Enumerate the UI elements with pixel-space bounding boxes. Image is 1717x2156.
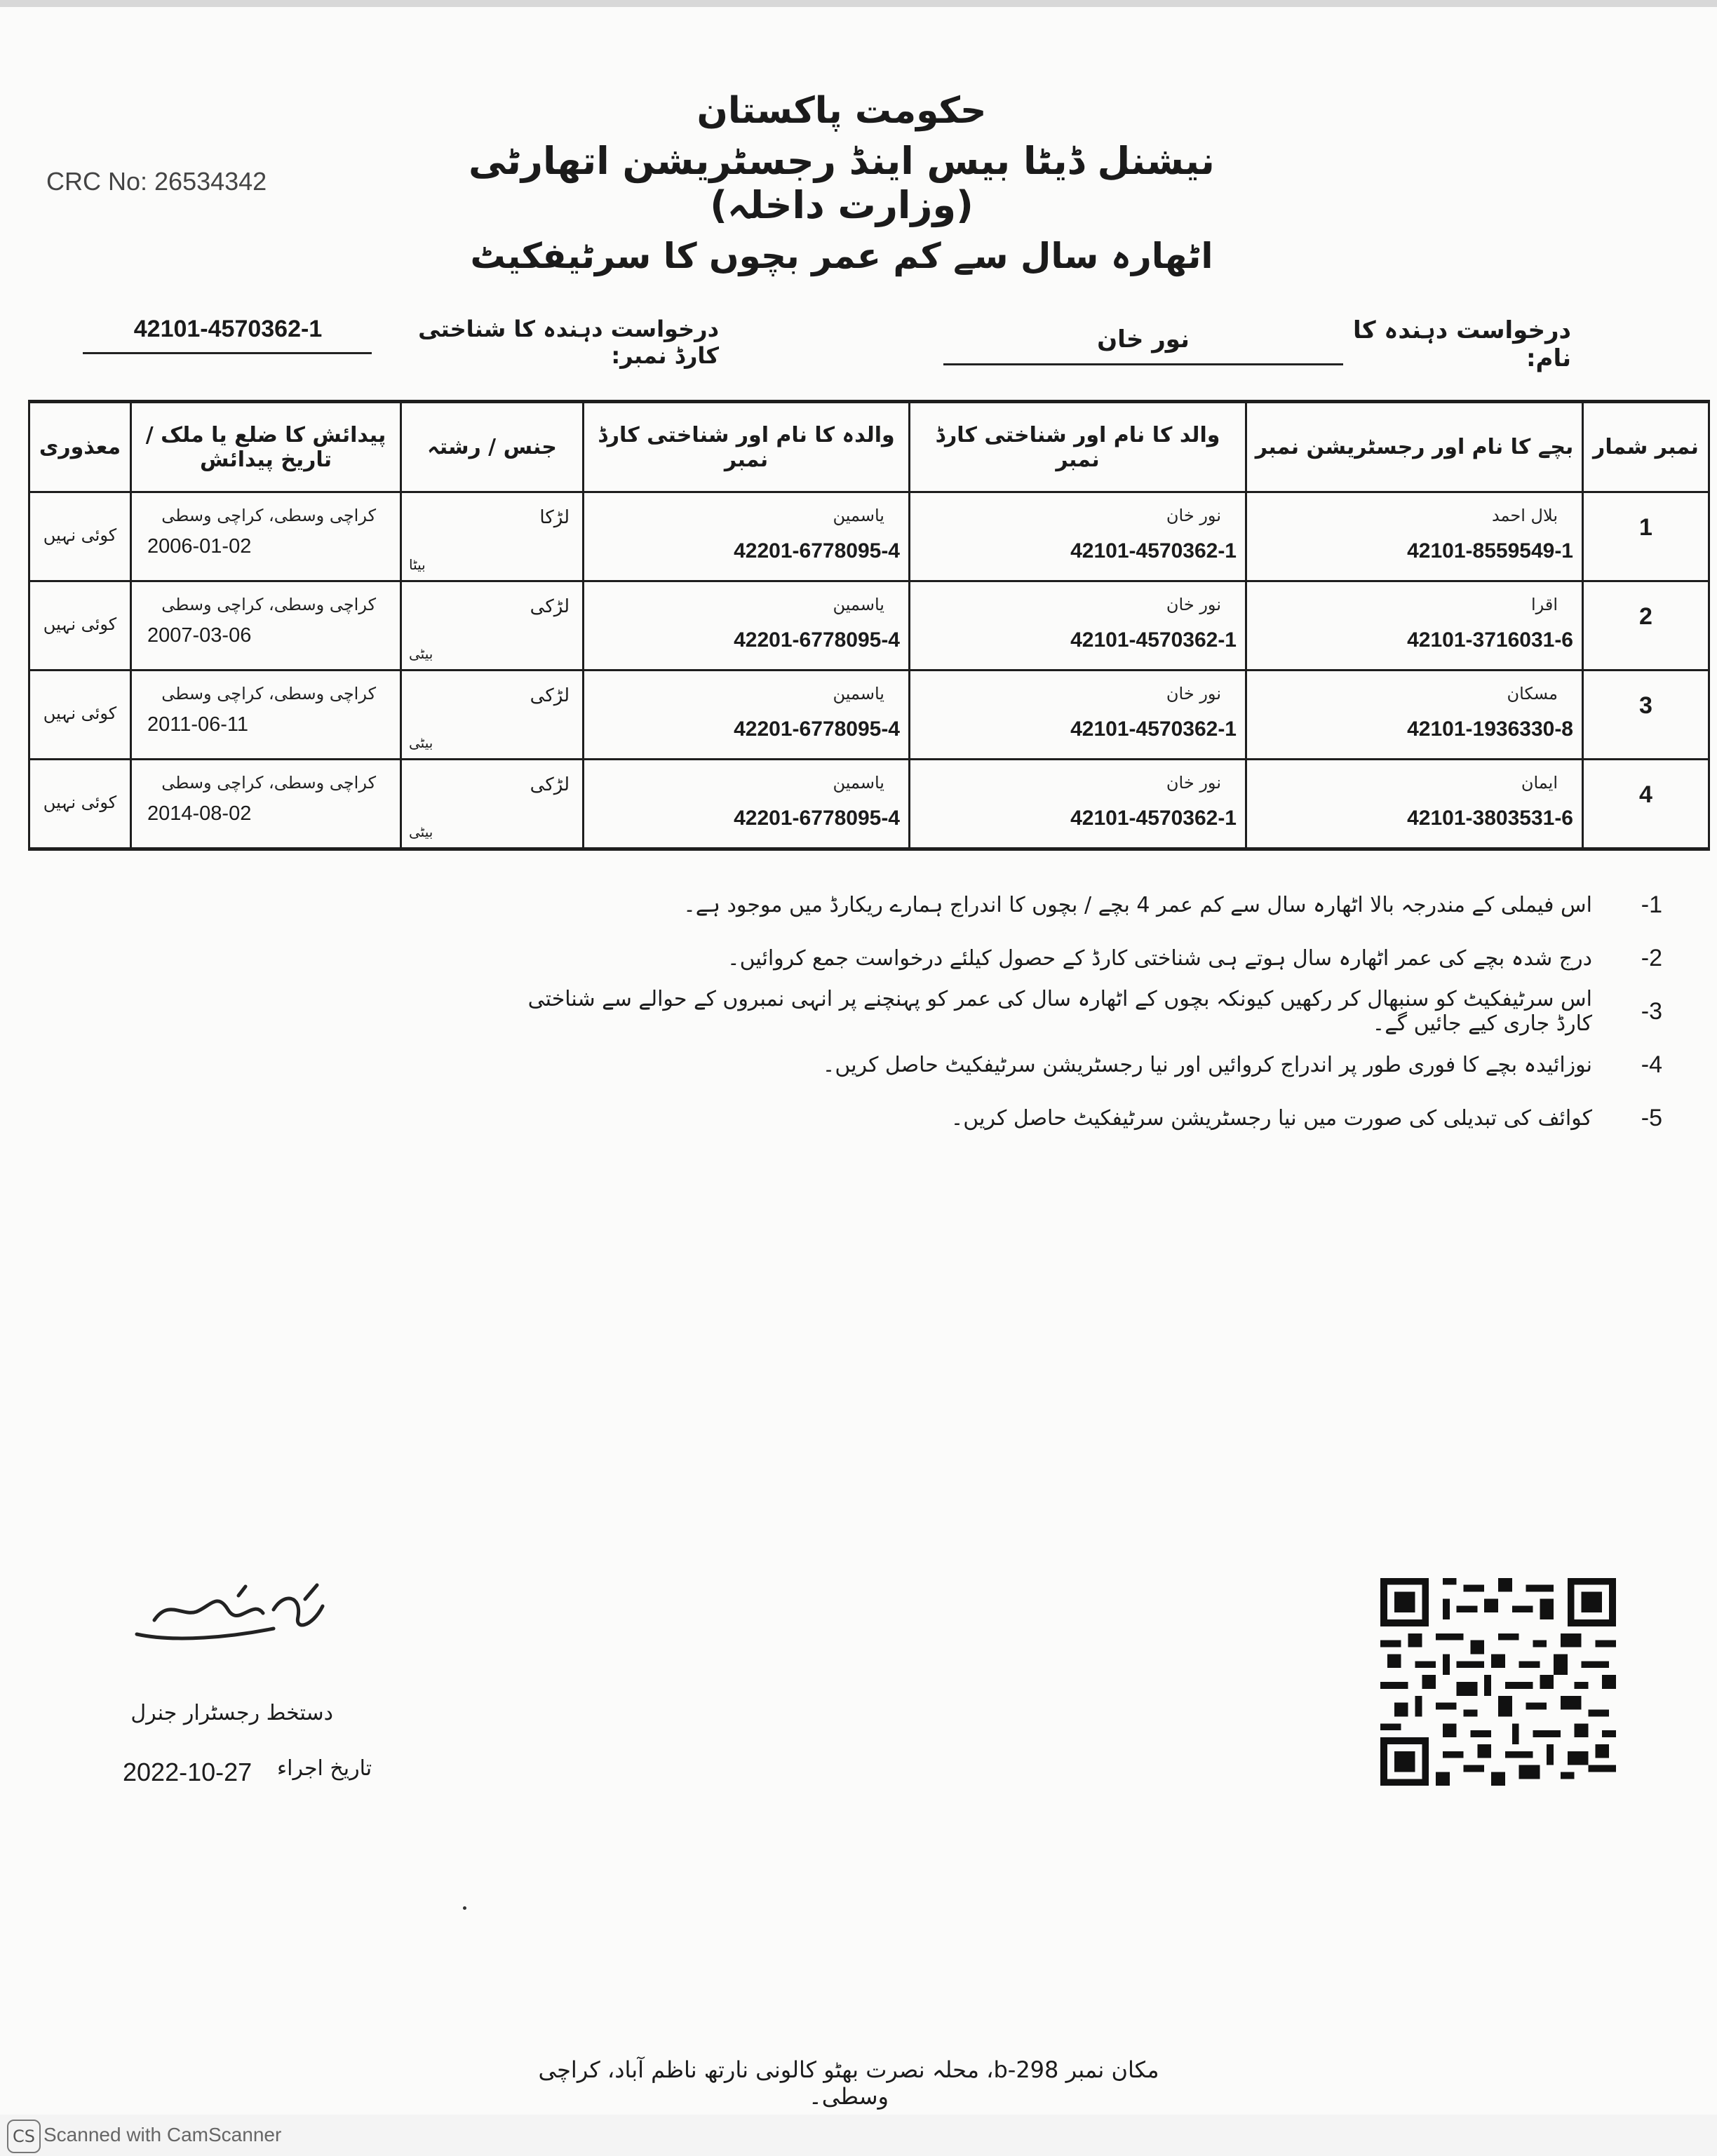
- header-child: بچے کا نام اور رجسٹریشن نمبر: [1246, 402, 1583, 492]
- mother-cnic: 42201-6778095-4: [734, 807, 900, 830]
- mother-name: یاسمین: [833, 684, 884, 703]
- name-underline: [943, 363, 1343, 365]
- title-nadra: نیشنل ڈیٹا بیس اینڈ رجسٹریشن اتھارٹی (وزارت داخلہ): [469, 139, 1215, 227]
- child-name: بلال احمد: [1491, 506, 1558, 525]
- gender-cell: لڑکی: [530, 774, 570, 795]
- date-of-birth: 2007-03-06: [147, 624, 252, 647]
- date-of-birth: 2006-01-02: [147, 535, 252, 558]
- instructions-list: [491, 878, 1662, 1145]
- serial-number: 4: [1639, 781, 1652, 808]
- mother-cnic: 42201-6778095-4: [734, 628, 900, 652]
- title-certificate: اٹھارہ سال سے کم عمر بچوں کا سرٹیفکیٹ: [470, 236, 1213, 276]
- qr-code-icon: [1380, 1577, 1616, 1787]
- disability-cell: کوئی نہیں: [43, 793, 117, 812]
- relation-cell: بیٹا: [409, 556, 426, 573]
- birth-place: کراچی وسطی، کراچی وسطی: [161, 684, 376, 703]
- child-registration: 42101-3803531-6: [1407, 807, 1573, 830]
- table-row: [29, 671, 1709, 760]
- date-of-birth: 2014-08-02: [147, 802, 252, 825]
- relation-cell: بیٹی: [409, 734, 433, 751]
- camscanner-watermark: Scanned with CamScanner: [43, 2124, 282, 2145]
- applicant-name-value: نور خان: [1097, 325, 1190, 353]
- note-number: -1: [1641, 891, 1662, 918]
- children-table: [28, 400, 1710, 851]
- note-number: -5: [1641, 1104, 1662, 1131]
- scan-speck: [463, 1906, 466, 1910]
- serial-number: 3: [1639, 692, 1652, 719]
- father-cnic: 42101-4570362-1: [1070, 807, 1237, 830]
- issue-date: 2022-10-27: [123, 1758, 252, 1786]
- father-cnic: 42101-4570362-1: [1070, 628, 1237, 652]
- table-header-row: [29, 402, 1709, 492]
- serial-number: 2: [1639, 603, 1652, 630]
- mother-name: یاسمین: [833, 773, 884, 793]
- address-footer: مکان نمبر 298-b، محلہ نصرت بھٹو کالونی نارتھ ناظم آباد، کراچی وسطی۔: [538, 2056, 1159, 2110]
- relation-cell: بیٹی: [409, 645, 433, 662]
- note-text: اس فیملی کے مندرجہ بالا اٹھارہ سال سے کم عمر 4 بچے / بچوں کا اندراج ہمارے ریکارڈ میں موجود ہے۔: [683, 892, 1592, 917]
- list-item: [491, 878, 1662, 931]
- gender-cell: لڑکا: [539, 507, 570, 528]
- list-item: [491, 1038, 1662, 1091]
- child-name: مسکان: [1507, 684, 1558, 703]
- child-registration: 42101-1936330-8: [1407, 717, 1573, 741]
- crc-number: CRC No: 26534342: [46, 167, 267, 196]
- father-name: نور خان: [1166, 595, 1221, 614]
- signature-label: دستخط رجسٹرار جنرل: [130, 1701, 333, 1725]
- date-of-birth: 2011-06-11: [147, 713, 249, 736]
- camscanner-logo: CS: [7, 2120, 41, 2153]
- header-sno: نمبر شمار: [1583, 402, 1709, 492]
- mother-name: یاسمین: [833, 506, 884, 525]
- mother-cnic: 42201-6778095-4: [734, 539, 900, 562]
- relation-cell: بیٹی: [409, 823, 433, 840]
- gender-cell: لڑکی: [530, 685, 570, 706]
- child-registration: 42101-3716031-6: [1407, 628, 1573, 652]
- header-birth: پیدائش کا ضلع یا ملک / تاریخ پیدائش: [131, 402, 401, 492]
- cnic-underline: [83, 352, 372, 354]
- father-cnic: 42101-4570362-1: [1070, 539, 1237, 562]
- title-government: حکومت پاکستان: [696, 90, 987, 132]
- mother-name: یاسمین: [833, 595, 884, 614]
- serial-number: 1: [1639, 514, 1652, 541]
- child-name: اقرا: [1530, 595, 1558, 614]
- header-father: والد کا نام اور شناختی کارڈ نمبر: [910, 402, 1246, 492]
- child-name: ایمان: [1521, 773, 1558, 793]
- document-title: [421, 90, 1262, 276]
- table-row: [29, 492, 1709, 581]
- father-name: نور خان: [1166, 506, 1221, 525]
- child-registration: 42101-8559549-1: [1407, 539, 1573, 562]
- birth-place: کراچی وسطی، کراچی وسطی: [161, 595, 376, 614]
- list-item: [491, 931, 1662, 985]
- note-text: کوائف کی تبدیلی کی صورت میں نیا رجسٹریشن سرٹیفکیٹ حاصل کریں۔: [950, 1105, 1592, 1131]
- father-cnic: 42101-4570362-1: [1070, 717, 1237, 741]
- applicant-cnic-value: 42101-4570362-1: [133, 316, 323, 342]
- list-item: [491, 985, 1662, 1038]
- issue-date-label: تاریخ اجراء: [277, 1756, 372, 1781]
- note-number: -2: [1641, 944, 1662, 971]
- list-item: [491, 1091, 1662, 1145]
- applicant-name-label: درخواست دہندہ کا نام:: [1353, 316, 1571, 372]
- mother-cnic: 42201-6778095-4: [734, 717, 900, 741]
- header-mother: والدہ کا نام اور شناختی کارڈ نمبر: [584, 402, 910, 492]
- table-row: [29, 581, 1709, 671]
- disability-cell: کوئی نہیں: [43, 703, 117, 723]
- disability-cell: کوئی نہیں: [43, 614, 117, 634]
- header-gender: جنس / رشتہ: [401, 402, 584, 492]
- registrar-signature: [133, 1578, 344, 1648]
- disability-cell: کوئی نہیں: [43, 525, 117, 545]
- top-edge: [0, 0, 1717, 7]
- note-text: اس سرٹیفکیٹ کو سنبھال کر رکھیں کیونکہ بچوں کے اٹھارہ سال کی عمر کو پہنچنے پر انہی نمبروں کے حوالے سے شناختی کارڈ جاری کیے جائیں گے۔: [527, 987, 1592, 1036]
- note-text: نوزائیدہ بچے کا فوری طور پر اندراج کروائیں اور نیا رجسٹریشن سرٹیفکیٹ حاصل کریں۔: [822, 1052, 1592, 1077]
- applicant-cnic-label: درخواست دہندہ کا شناختی کارڈ نمبر:: [418, 316, 719, 369]
- gender-cell: لڑکی: [530, 596, 570, 617]
- birth-place: کراچی وسطی، کراچی وسطی: [161, 773, 376, 793]
- header-disability: معذوری: [29, 402, 131, 492]
- note-text: درج شدہ بچے کی عمر اٹھارہ سال ہوتے ہی شناختی کارڈ کے حصول کیلئے درخواست جمع کروائیں۔: [727, 945, 1592, 971]
- note-number: -4: [1641, 1051, 1662, 1078]
- father-name: نور خان: [1166, 773, 1221, 793]
- father-name: نور خان: [1166, 684, 1221, 703]
- birth-place: کراچی وسطی، کراچی وسطی: [161, 506, 376, 525]
- note-number: -3: [1641, 997, 1662, 1025]
- table-row: [29, 760, 1709, 849]
